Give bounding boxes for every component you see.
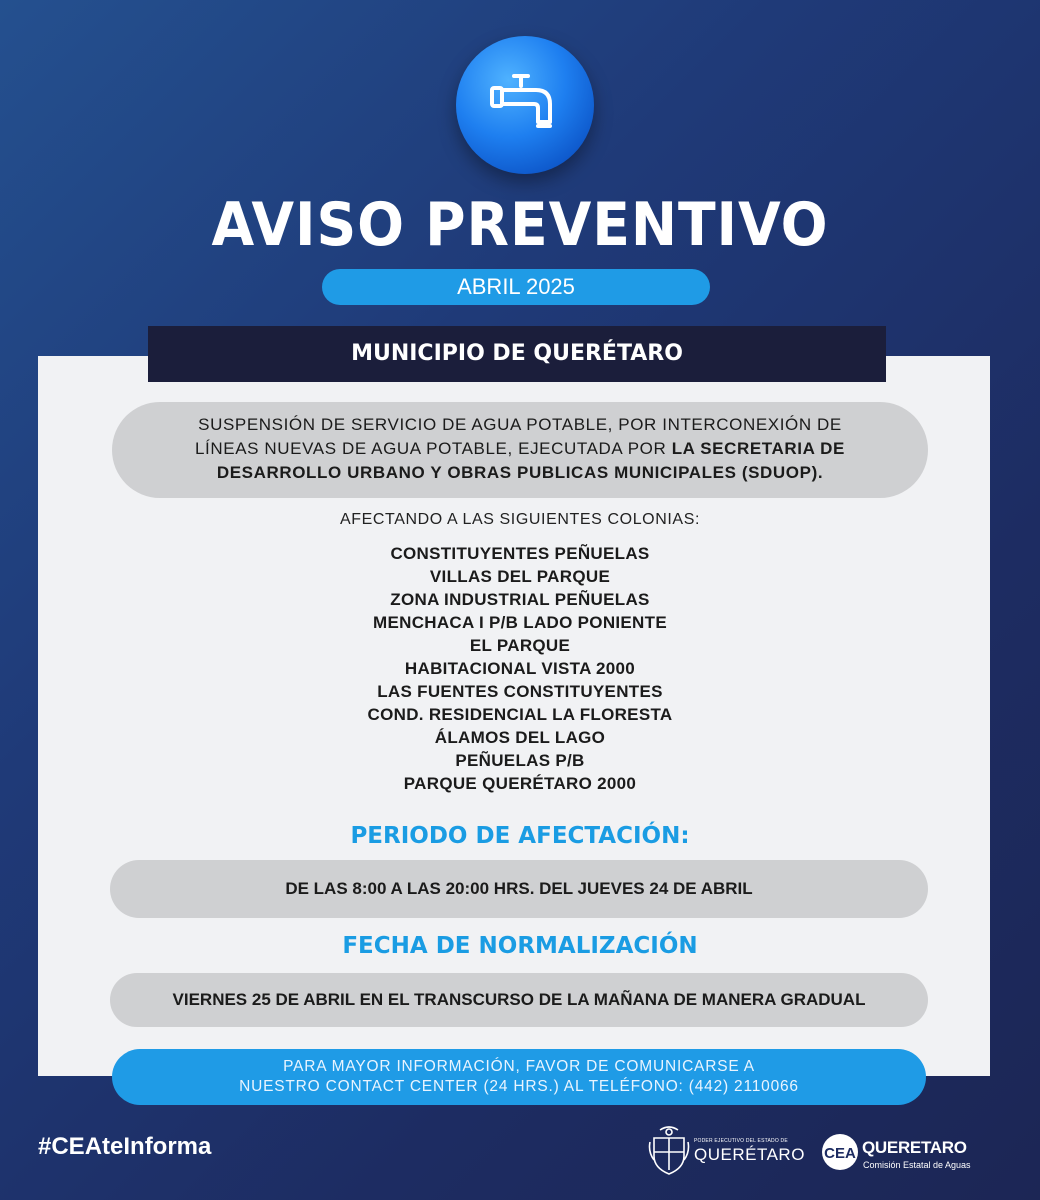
description-line-2 <box>112 437 928 461</box>
list-item: HABITACIONAL VISTA 2000 <box>404 659 636 678</box>
water-faucet-icon <box>486 66 564 144</box>
page-title: AVISO PREVENTIVO <box>211 190 829 260</box>
cea-logo-icon <box>820 1132 860 1172</box>
list-item: VILLAS DEL PARQUE <box>429 567 611 586</box>
period-box: DE LAS 8:00 A LAS 20:00 HRS. DEL JUEVES 24 DE ABRIL <box>110 860 928 918</box>
description-line-3 <box>112 461 928 485</box>
contact-banner <box>112 1049 926 1105</box>
list-item: PEÑUELAS P/B <box>455 751 585 770</box>
list-item: MENCHACA I P/B LADO PONIENTE <box>373 613 667 632</box>
list-item: ÁLAMOS DEL LAGO <box>434 728 606 747</box>
date-badge: ABRIL 2025 <box>322 269 710 305</box>
normalization-heading: FECHA DE NORMALIZACIÓN <box>342 933 698 959</box>
contact-line-1: PARA MAYOR INFORMACIÓN, FAVOR DE COMUNICARSE A <box>283 1058 755 1075</box>
description-line-1: SUSPENSIÓN DE SERVICIO DE AGUA POTABLE, POR INTERCONEXIÓN DE <box>198 415 842 434</box>
gobierno-queretaro-logo <box>648 1122 805 1178</box>
cea-name: QUERETARO <box>862 1138 967 1157</box>
contact-line-2: NUESTRO CONTACT CENTER (24 HRS.) AL TELÉFONO: (442) 2110066 <box>239 1078 799 1095</box>
period-heading: PERIODO DE AFECTACIÓN: <box>350 823 690 849</box>
faucet-badge <box>456 36 594 174</box>
description-agency-cont: DESARROLLO URBANO Y OBRAS PUBLICAS MUNICIPALES (SDUOP). <box>216 463 824 482</box>
state-seal-icon <box>648 1122 690 1176</box>
gov-caption: PODER EJECUTIVO DEL ESTADO DE <box>694 1138 788 1144</box>
cea-mark-text: CEA <box>824 1145 856 1162</box>
affected-label: AFECTANDO A LAS SIGUIENTES COLONIAS: <box>339 511 701 528</box>
colonias-list <box>0 542 1040 795</box>
cea-subtitle: Comisión Estatal de Aguas <box>863 1160 971 1170</box>
list-item: PARQUE QUERÉTARO 2000 <box>403 774 637 793</box>
municipio-banner: MUNICIPIO DE QUERÉTARO <box>148 326 886 382</box>
description-agency: LA SECRETARIA DE <box>671 439 845 458</box>
gov-name: QUERÉTARO <box>694 1145 805 1164</box>
list-item: CONSTITUYENTES PEÑUELAS <box>390 544 650 563</box>
normalization-box: VIERNES 25 DE ABRIL EN EL TRANSCURSO DE LA MAÑANA DE MANERA GRADUAL <box>110 973 928 1027</box>
description-box <box>112 402 928 498</box>
cea-queretaro-logo <box>820 1130 980 1176</box>
list-item: ZONA INDUSTRIAL PEÑUELAS <box>390 590 650 609</box>
list-item: COND. RESIDENCIAL LA FLORESTA <box>367 705 673 724</box>
list-item: LAS FUENTES CONSTITUYENTES <box>377 682 663 701</box>
list-item: EL PARQUE <box>469 636 571 655</box>
hashtag-label: #CEAteInforma <box>38 1133 212 1160</box>
description-text: LÍNEAS NUEVAS DE AGUA POTABLE, EJECUTADA POR <box>195 439 672 458</box>
